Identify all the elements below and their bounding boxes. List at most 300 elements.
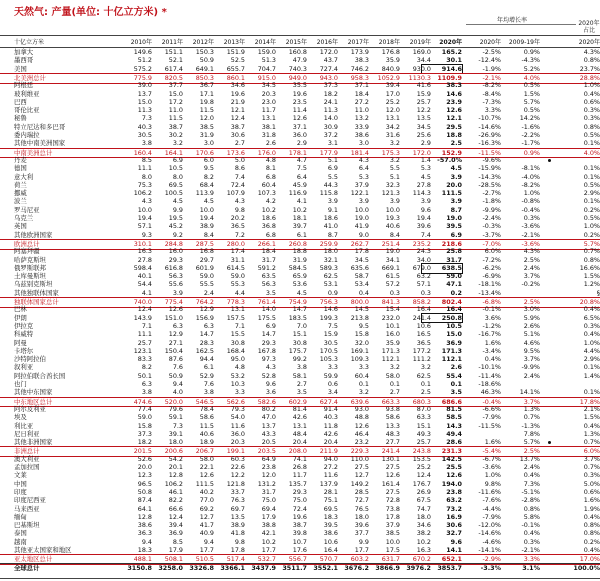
table-cell: 6.8: [265, 230, 276, 239]
table-cell: 12.7: [199, 512, 214, 521]
table-cell: 5.5: [327, 172, 338, 181]
table-cell: 0.7%: [583, 463, 600, 471]
table-cell: 39.4: [385, 81, 400, 90]
table-cell: 114.3: [412, 189, 431, 198]
table-cell: 1052.9: [377, 73, 400, 82]
table-cell: -18.1%: [478, 280, 501, 289]
table-cell: 4.0%: [523, 73, 540, 82]
table-cell: 3.7%: [523, 397, 540, 406]
table-cell: 13.5: [230, 512, 245, 521]
table-cell: 9.8: [234, 205, 245, 214]
row-label: 越南: [14, 537, 27, 546]
table-cell: 591.2: [257, 263, 276, 272]
table-cell: 280.0: [226, 239, 245, 248]
table-cell: 1.0%: [583, 338, 600, 347]
table-cell: 0.1%: [583, 172, 600, 181]
table-cell: 0.3: [389, 288, 400, 297]
table-cell: 29.7: [199, 255, 214, 264]
row-label: 阿曼: [14, 338, 27, 347]
table-cell: 10.5: [446, 321, 462, 330]
table-cell: -0.2%: [521, 280, 540, 289]
table-cell: 107.3: [257, 189, 276, 198]
table-cell: 18.4: [261, 247, 276, 256]
table-cell: -2.4%: [482, 214, 501, 222]
table-cell: 59.9: [323, 371, 338, 380]
table-cell: 14.0: [323, 114, 338, 123]
table-cell: 4.5: [450, 164, 462, 173]
table-cell: 1.6%: [484, 338, 501, 347]
table-cell: 52.5: [230, 56, 245, 65]
table-cell: 38.6: [354, 131, 369, 139]
table-cell: 142.5: [441, 454, 462, 463]
table-cell: 2.9%: [583, 355, 600, 364]
table-cell: -11.4%: [478, 371, 501, 380]
table-cell: 12.6: [354, 421, 369, 430]
table-cell: 1.3%: [583, 429, 600, 438]
table-cell: 15.8: [354, 330, 369, 339]
table-cell: -10.1%: [478, 363, 501, 372]
row-label: 伊朗: [14, 313, 27, 322]
table-cell: 110.0: [350, 454, 369, 463]
table-cell: 10.0: [199, 205, 214, 214]
row-label: 波兰: [14, 197, 27, 206]
table-cell: 3.3: [358, 363, 369, 372]
table-cell: 41.6: [416, 81, 431, 90]
table-cell: 177.9: [319, 148, 338, 157]
table-cell: 7.4: [234, 172, 245, 181]
table-cell: 31.9: [199, 131, 214, 139]
table-cell: 0.6%: [583, 487, 600, 496]
row-label: 德国: [14, 164, 27, 173]
table-cell: 67.5: [416, 496, 431, 505]
table-cell: -2.9%: [482, 555, 501, 564]
table-cell: 107.9: [226, 189, 245, 198]
table-cell: 9.5%: [523, 346, 540, 355]
table-cell: 7.8%: [523, 429, 540, 438]
table-cell: 13.7%: [519, 454, 540, 463]
table-cell: 35.9: [385, 338, 400, 347]
table-cell: 28.8%: [579, 73, 600, 82]
table-cell: 15.0: [446, 330, 462, 339]
table-cell: 0.4%: [523, 471, 540, 480]
table-cell: 0.8%: [583, 521, 600, 530]
table-cell: 175.3: [381, 148, 400, 157]
table-cell: 13.1: [292, 421, 307, 430]
table-cell: 2.1%: [583, 404, 600, 413]
table-cell: 36.5: [230, 222, 245, 231]
table-cell: 29.3: [168, 255, 183, 264]
table-cell: 4.5: [296, 288, 307, 297]
table-cell: 199.3: [319, 313, 338, 322]
table-cell: 15.0: [137, 97, 152, 106]
table-cell: 13.7: [261, 421, 276, 430]
row-label: 其他非洲国家: [14, 438, 53, 447]
row-label: 印度: [14, 487, 27, 496]
table-cell: 6.1: [203, 363, 214, 372]
table-cell: 15.8: [137, 421, 152, 430]
table-cell: 4.3: [234, 197, 245, 206]
table-cell: 115.8: [319, 189, 338, 198]
table-cell: 100.0%: [573, 563, 600, 572]
table-cell: 13.7: [137, 89, 152, 98]
table-cell: 627.4: [319, 397, 338, 406]
table-cell: 31.6: [385, 131, 400, 139]
table-cell: -4.4%: [482, 504, 501, 513]
table-cell: -14.6%: [478, 122, 501, 131]
table-cell: 30.5: [323, 338, 338, 347]
table-cell: 94.0: [323, 454, 338, 463]
row-label: 阿尔及利亚: [14, 404, 46, 413]
table-cell: 23.2: [354, 438, 369, 447]
table-cell: 100.5: [164, 189, 183, 198]
table-cell: 949.0: [288, 73, 307, 82]
table-cell: 19.6: [292, 89, 307, 98]
table-cell: 635.6: [350, 263, 369, 272]
table-cell: -9.9%: [521, 363, 540, 372]
row-label: 文莱: [14, 471, 27, 480]
table-cell: 64.9: [261, 454, 276, 463]
table-cell: 11.0: [168, 106, 183, 115]
table-cell: 112.1: [381, 355, 400, 364]
table-cell: 169.1: [350, 346, 369, 355]
table-cell: 0.3: [420, 288, 431, 297]
table-cell: 58.0: [199, 454, 214, 463]
table-cell: -12.0%: [478, 521, 501, 530]
table-cell: 181.4: [350, 148, 369, 157]
table-cell: 38.7: [168, 122, 183, 131]
table-cell: 39.5: [446, 222, 462, 231]
table-cell: 19.0: [446, 214, 462, 222]
table-cell: 152.9: [441, 148, 462, 157]
table-cell: 18.0: [354, 512, 369, 521]
row-label: 哥伦比亚: [14, 106, 40, 115]
table-cell: 57.2: [385, 280, 400, 289]
table-cell: -2.7%: [482, 189, 501, 198]
table-cell: 41.7: [199, 521, 214, 530]
row-label: 沙特阿拉伯: [14, 355, 46, 364]
table-cell: 17.4: [230, 247, 245, 256]
table-cell: 0.3%: [583, 471, 600, 480]
table-bottom-rule: [0, 578, 600, 579]
table-top-rule: [0, 35, 600, 36]
table-cell: 251.4: [381, 239, 400, 248]
table-cell: 18.3: [137, 546, 152, 554]
table-cell: 30.1: [446, 56, 462, 65]
table-cell: 38.7: [230, 122, 245, 131]
table-cell: 3.9: [450, 197, 462, 206]
table-cell: 20.4: [292, 438, 307, 447]
table-cell: 3.9: [389, 197, 400, 206]
world-total-row: [0, 563, 600, 573]
table-cell: 0.1: [450, 380, 462, 388]
table-cell: 81.5: [446, 404, 462, 413]
table-cell: 64.1: [137, 504, 152, 513]
table-cell: -14.6%: [478, 529, 501, 538]
table-cell: 680.3: [412, 397, 431, 406]
table-cell: 53.6: [292, 280, 307, 289]
table-cell: 40.3: [323, 413, 338, 422]
table-cell: 23.8: [446, 487, 462, 496]
table-cell: 99.2: [292, 355, 307, 364]
table-cell: 27.5: [385, 463, 400, 471]
table-cell: 1.2%: [583, 280, 600, 289]
row-label: 巴西: [14, 97, 27, 106]
table-cell: 8.0: [172, 172, 183, 181]
table-cell: -2.5%: [482, 48, 501, 56]
table-cell: 649.1: [195, 64, 214, 73]
table-cell: 31.9: [292, 255, 307, 264]
table-cell: 3.9: [327, 197, 338, 206]
table-cell: 3.9: [420, 197, 431, 206]
table-cell: 0.9: [327, 288, 338, 297]
table-cell: 63.3: [416, 413, 431, 422]
table-cell: 183.5: [288, 313, 307, 322]
table-cell: 9.3: [141, 230, 152, 239]
table-cell: 0.1%: [583, 363, 600, 372]
table-cell: 206.7: [195, 447, 214, 456]
table-cell: 23.0: [261, 97, 276, 106]
table-cell: 4.1: [296, 197, 307, 206]
table-cell: 62.5: [323, 272, 338, 281]
year-column-header: 2018年: [378, 39, 400, 46]
table-cell: 171.3: [381, 346, 400, 355]
table-cell: 116.9: [288, 189, 307, 198]
table-cell: 5.0%: [583, 479, 600, 488]
table-cell: 46.1: [168, 487, 183, 496]
table-cell: -5.1%: [521, 487, 540, 496]
table-cell: -7.6%: [482, 496, 501, 505]
table-cell: 8.0: [141, 172, 152, 181]
table-cell: 31.7: [446, 255, 462, 264]
table-cell: 38.3: [446, 81, 462, 90]
table-cell: 75.0: [261, 496, 276, 505]
table-cell: 15.0: [168, 89, 183, 98]
year-column-header: 2015年: [285, 39, 307, 46]
table-cell: 4.3: [265, 363, 276, 372]
table-cell: 38.7: [292, 521, 307, 530]
table-cell: 27.7: [385, 438, 400, 447]
table-cell: 14.7: [261, 330, 276, 339]
table-cell: 78.4: [199, 404, 214, 413]
table-cell: 21.9: [230, 97, 245, 106]
table-cell: 11.5: [199, 421, 214, 430]
row-label: 独联体国家总计: [14, 298, 59, 306]
table-cell: 250.8: [422, 314, 462, 323]
row-label: 叙利亚: [14, 363, 34, 372]
table-cell: 121.8: [226, 479, 245, 488]
table-cell: 1.4%: [583, 371, 600, 380]
table-cell: 9.4: [141, 537, 152, 546]
table-cell: -7.2%: [482, 255, 501, 264]
table-cell: 37.1: [354, 81, 369, 90]
table-cell: 746.2: [350, 64, 369, 73]
table-cell: 3258.0: [158, 563, 183, 572]
table-cell: 27.8: [137, 255, 152, 264]
table-cell: 31.7: [261, 255, 276, 264]
row-label: 阿根廷: [14, 81, 34, 90]
row-label: 墨西哥: [14, 56, 34, 65]
table-cell: 14.0: [261, 305, 276, 314]
table-cell: 30.8: [292, 338, 307, 347]
table-cell: 510.5: [195, 555, 214, 564]
table-cell: 6.0%: [484, 247, 501, 256]
table-cell: 18.8: [446, 131, 462, 139]
table-cell: 3.0%: [523, 305, 540, 314]
table-cell: 26.9: [416, 487, 431, 496]
row-label: 澳大利亚: [14, 454, 40, 463]
table-cell: -7.0%: [482, 239, 501, 248]
marker-dot: [548, 159, 551, 162]
table-cell: 10.0: [354, 205, 369, 214]
marker-dot: [548, 441, 551, 444]
growth-column-header: 2020年: [578, 39, 600, 46]
table-cell: 111.5: [441, 189, 462, 198]
table-cell: 14.1: [446, 546, 462, 554]
table-cell: 18.0: [323, 247, 338, 256]
table-cell: 25.2: [385, 97, 400, 106]
growth-column-header: 2020年: [479, 39, 501, 46]
table-cell: 0.4%: [583, 512, 600, 521]
table-cell: 0.2: [450, 288, 462, 297]
row-label: 全球总计: [14, 563, 40, 572]
table-cell: 10.5: [168, 164, 183, 173]
table-cell: 58.5: [446, 413, 462, 422]
row-label: 伊拉克: [14, 321, 34, 330]
table-cell: 575.2: [133, 64, 152, 73]
table-cell: 157.5: [226, 313, 245, 322]
table-cell: -3.6%: [482, 463, 501, 471]
table-cell: 11.8: [323, 421, 338, 430]
table-cell: 37.9: [385, 521, 400, 530]
table-cell: 260.8: [288, 239, 307, 248]
table-cell: 18.0: [416, 512, 431, 521]
table-cell: 638.5: [422, 264, 462, 273]
table-cell: -7.3%: [482, 97, 501, 106]
table-cell: 17.1: [199, 89, 214, 98]
table-cell: -1.8%: [482, 197, 501, 206]
table-cell: 36.9: [168, 529, 183, 538]
table-cell: 235.2: [412, 239, 431, 248]
row-label: 利比亚: [14, 421, 34, 430]
table-cell: 62.5: [416, 371, 431, 380]
table-cell: 122.1: [350, 189, 369, 198]
table-cell: 79.3: [230, 404, 245, 413]
table-cell: 53.1: [323, 280, 338, 289]
table-cell: 23.5: [292, 97, 307, 106]
table-cell: 36.7: [199, 81, 214, 90]
table-cell: 22.1: [199, 463, 214, 471]
row-label: 加拿大: [14, 48, 34, 56]
table-cell: 1.0%: [484, 471, 501, 480]
table-cell: 0.2%: [583, 230, 600, 239]
table-cell: 12.3: [137, 471, 152, 480]
row-label: 委内瑞拉: [14, 131, 40, 139]
table-cell: 43.3: [261, 429, 276, 438]
share-header-line2: 占比: [582, 27, 595, 34]
table-cell: 165.2: [441, 48, 462, 56]
table-cell: 69.2: [199, 504, 214, 513]
table-cell: -1.9%: [482, 64, 501, 73]
table-cell: 52.8: [261, 371, 276, 380]
table-cell: -13.4%: [478, 288, 501, 297]
table-cell: -1.3%: [521, 421, 540, 430]
table-cell: 241.4: [381, 447, 400, 456]
table-cell: 9.5: [203, 164, 214, 173]
table-cell: 6.3: [172, 321, 183, 330]
table-cell: 6.4: [296, 172, 307, 181]
table-cell: 29.3: [292, 487, 307, 496]
table-cell: 11.6: [323, 471, 338, 480]
table-cell: 20.2: [230, 214, 245, 222]
row-label: 特立尼达和多巴哥: [14, 122, 66, 131]
table-cell: 37.3: [137, 429, 152, 438]
table-cell: 20.4: [323, 438, 338, 447]
table-cell: 37.7: [354, 529, 369, 538]
table-cell: 12.0: [261, 471, 276, 480]
table-cell: 3.6%: [484, 313, 501, 322]
table-cell: 34.6: [416, 521, 431, 530]
table-cell: 34.5: [261, 81, 276, 90]
table-cell: 670.2: [412, 555, 431, 564]
row-label: 秘鲁: [14, 114, 27, 123]
table-cell: 81.4: [292, 404, 307, 413]
table-cell: 6.1: [296, 230, 307, 239]
table-cell: 232.0: [381, 313, 400, 322]
table-cell: -2.1%: [482, 73, 501, 82]
table-cell: 46.3%: [480, 388, 501, 397]
table-cell: 56.3: [261, 280, 276, 289]
table-cell: 0.5%: [583, 180, 600, 189]
table-cell: 3.5: [296, 388, 307, 397]
table-cell: 16.4: [446, 305, 462, 314]
table-cell: 66.6: [168, 504, 183, 513]
table-cell: 310.1: [133, 239, 152, 248]
table-cell: 3.8: [296, 363, 307, 372]
table-cell: -57.0%: [437, 155, 462, 164]
table-cell: 48.4: [292, 429, 307, 438]
table-cell: 28.5: [354, 487, 369, 496]
table-cell: 2.6: [265, 139, 276, 148]
row-label: 其他中南美洲国家: [14, 139, 66, 148]
table-cell: 73.8: [385, 504, 400, 513]
table-cell: 11.7: [292, 471, 307, 480]
table-cell: -14.3%: [478, 172, 501, 181]
table-cell: 16.0: [168, 247, 183, 256]
table-cell: 262.7: [350, 239, 369, 248]
table-cell: 25.2: [416, 463, 431, 471]
table-cell: 8.1: [265, 164, 276, 173]
table-cell: 59.0: [446, 272, 462, 281]
table-cell: 143.9: [133, 313, 152, 322]
table-cell: 517.4: [226, 555, 245, 564]
table-cell: 14.2%: [519, 114, 540, 123]
table-cell: 3511.7: [282, 563, 307, 572]
table-cell: 3.3: [327, 363, 338, 372]
table-cell: 2.4%: [523, 463, 540, 471]
table-cell: 601.9: [195, 263, 214, 272]
table-cell: 11.3: [137, 106, 152, 115]
table-cell: 3.7%: [583, 454, 600, 463]
table-cell: 19.6: [292, 512, 307, 521]
table-cell: 740.0: [133, 298, 152, 306]
table-cell: 6.4: [358, 164, 369, 173]
table-cell: 16.0: [385, 330, 400, 339]
table-cell: 54.0: [230, 413, 245, 422]
table-cell: 20.8%: [579, 298, 600, 306]
table-cell: 17.9: [261, 512, 276, 521]
table-cell: 30.6: [446, 521, 462, 530]
row-label: 丹麦: [14, 155, 27, 164]
